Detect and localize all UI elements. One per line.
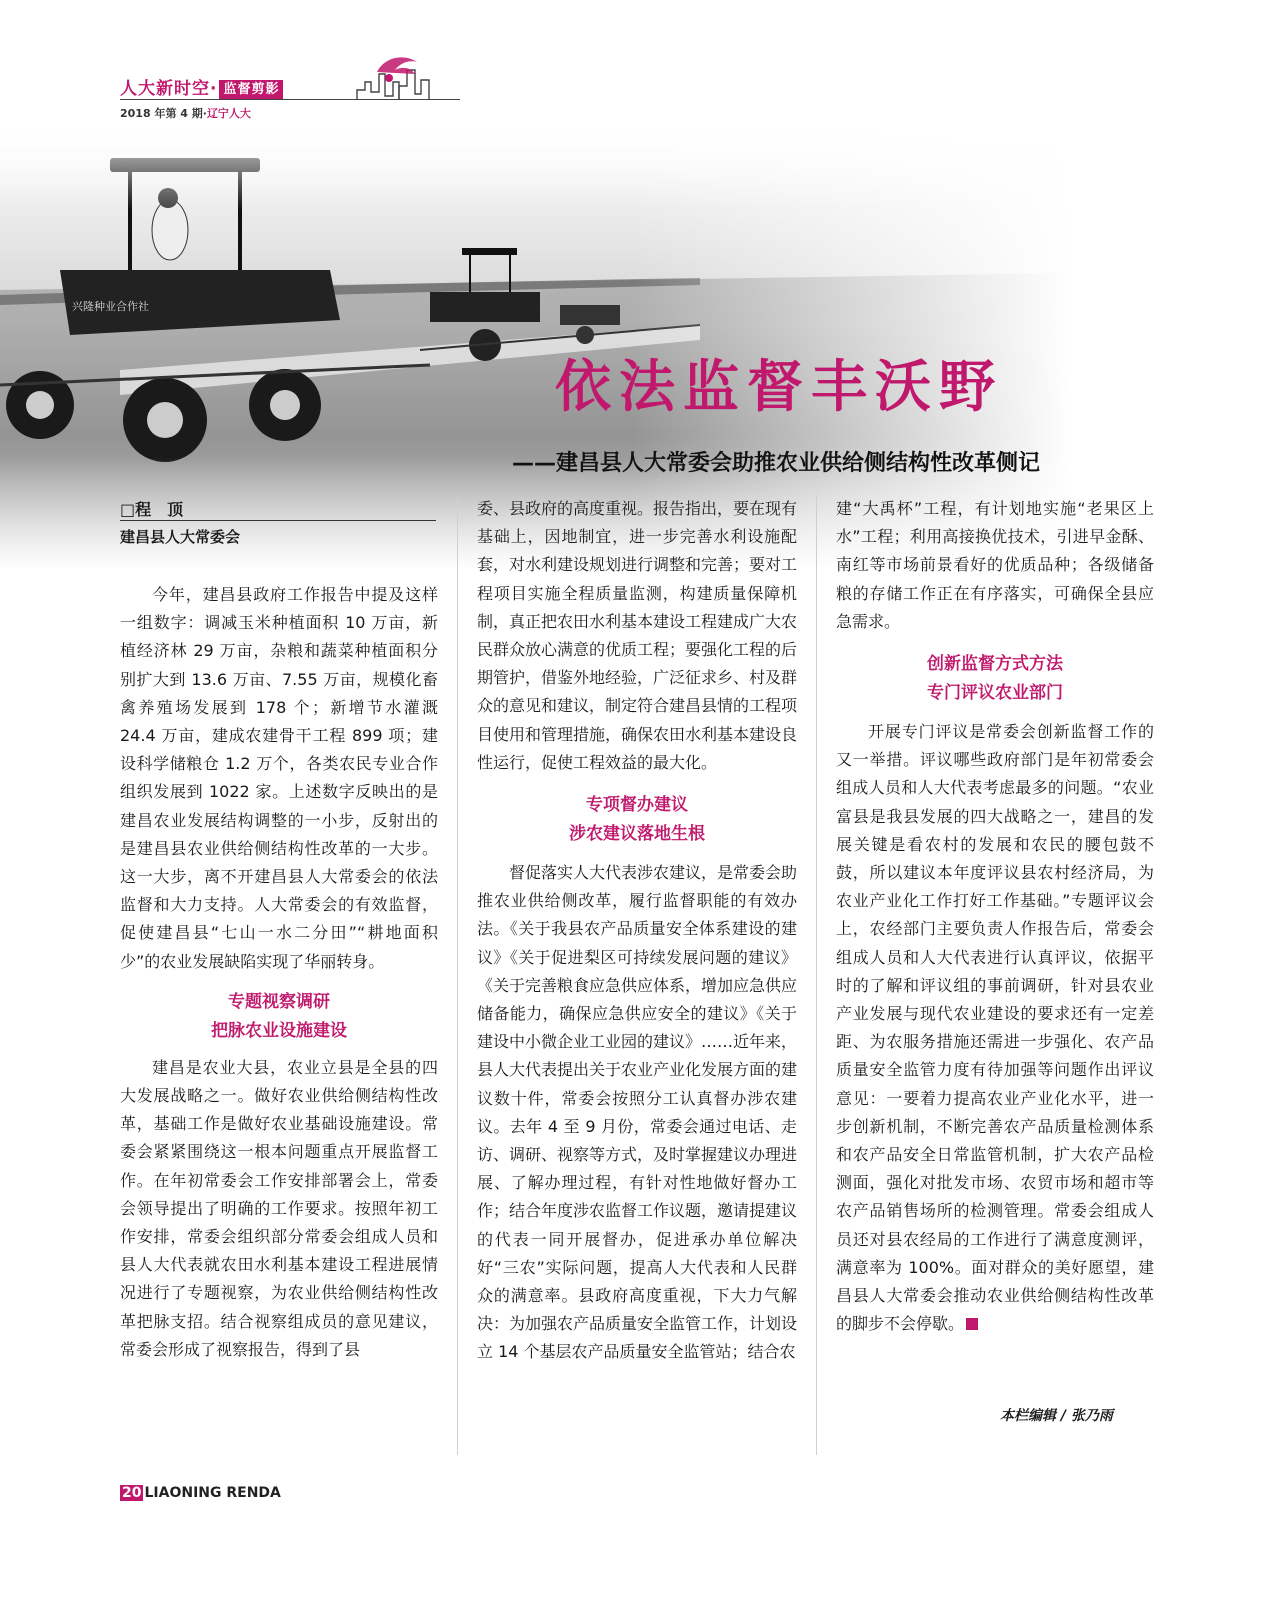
article-title: 依法监督丰沃野 (555, 354, 1003, 420)
issue-line: 2018 年第 4 期·辽宁人大 (120, 107, 251, 120)
byline-rule (120, 520, 436, 521)
paragraph: 开展专门评议是常委会创新监督工作的又一举措。评议哪些政府部门是年初常委会组成人员和人大代表考虑最多的问题。“农业富县是我县发展的四大战略之一，建昌的发展关键是看农村的发展和农民的腰包鼓不鼓，所以建议本年度评议县农村经济局，为农业产业化工作打好工作基础。”专题评议会上，农经部门主要负责人作报告后，常委会组成人员和人大代表进行认真评议，依据平时的了解和评议组的事前调研，针对县农业产业发展与现代农业建设的要求还有一定差距、为农服务措施还需进一步强化、农产品质量安全监管力度有待加强等问题作出评议意见：一要着力提高农业产业化水平，进一步创新机制，不断完善农产品质量检测体系和农产品安全日常监管机制，扩大农产品检测面，强化对批发市场、农贸市场和超市等农产品销售场所的检测管理。常委会组成人员还对县农经局的工作进行了满意度测评，满意率为 100%。面对群众的美好愿望，建昌县人大常委会推动农业供给侧结构性改革的脚步不会停歇。 (836, 722, 1154, 1334)
section-badge: 监督剪影 (219, 80, 283, 99)
author-organization: 建昌县人大常委会 (120, 528, 241, 546)
text-column-1 (120, 581, 438, 1364)
section-heading-3: 创新监督方式方法 专门评议农业部门 (927, 654, 1063, 704)
text-column-2 (477, 495, 797, 1367)
header-rule (120, 99, 460, 100)
column-divider (816, 495, 817, 1455)
section-title: 人大新时空· 监督剪影 (120, 74, 283, 99)
paragraph: 建“大禹杯”工程，有计划地实施“老果区上水”工程；利用高接换优技术，引进早金酥、南红等市场前景看好的优质品种；各级储备粮的存储工作正在有序落实，可确保全县应急需求。 (836, 499, 1154, 631)
page-number: 20 (122, 1485, 142, 1501)
magazine-name: LIAONING RENDA (144, 1485, 281, 1501)
city-skyline-logo-icon (355, 52, 465, 102)
paragraph: 建昌是农业大县，农业立县是全县的四大发展战略之一。做好农业供给侧结构性改革，基础工作是做好农业基础设施建设。常委会紧紧围绕这一根本问题重点开展监督工作。在年初常委会工作安排部署会上，常委会领导提出了明确的工作要求。按照年初工作安排，常委会组织部分常委会组成人员和县人大代表就农田水利基本建设工程进展情况进行了专题视察，为农业供给侧结构性改革把脉支招。结合视察组成员的意见建议，常委会形成了视察报告，得到了县 (120, 1057, 438, 1359)
end-mark-icon (966, 1318, 978, 1330)
text-column-3 (836, 495, 1154, 1338)
paragraph: 督促落实人大代表涉农建议，是常委会助推农业供给侧改革，履行监督职能的有效办法。《关于我县农产品质量安全体系建设的建议》《关于促进梨区可持续发展问题的建议》《关于完善粮食应急供应体系，增加应急供应储备能力，确保应急供应安全的建议》《关于建设中小微企业工业园的建议》……近年来，县人大代表提出关于农业产业化发展方面的建议数十件，常委会按照分工认真督办涉农建议。去年 4 至 9 月份，常委会通过电话、走访、调研、视察等方式，及时掌握建议办理进展、了解办理过程，有针对性地做好督办工作；结合年度涉农监督工作议题，邀请提建议的代表一同开展督办，促进承办单位解决好“三农”实际问题，提高人大代表和人民群众的满意率。县政府高度重视，下大力气解决：为加强农产品质量安全监管工作，计划设立 14 个基层农产品质量安全监管站；结合农 (477, 863, 798, 1362)
section-heading-1: 专题视察调研 把脉农业设施建设 (211, 991, 347, 1041)
author-byline: □程 顶 (120, 500, 184, 519)
masthead (120, 52, 465, 122)
page-footer (120, 1485, 281, 1501)
article-subtitle: ——建昌县人大常委会助推农业供给侧结构性改革侧记 (512, 451, 1041, 476)
paragraph: 委、县政府的高度重视。报告指出，要在现有基础上，因地制宜，进一步完善水利设施配套，对水利建设规划进行调整和完善；要对工程项目实施全程质量监测，构建质量保障机制，真正把农田水利基本建设工程建成广大农民群众放心满意的优质工程；要强化工程的后期管护，借鉴外地经验，广泛征求乡、村及群众的意见和建议，制定符合建昌县情的工程项目使用和管理措施，确保农田水利基本建设良性运行，促使工程效益的最大化。 (477, 499, 798, 772)
paragraph: 今年，建昌县政府工作报告中提及这样一组数字：调减玉米种植面积 10 万亩，新植经济林 29 万亩，杂粮和蔬菜种植面积分别扩大到 13.6 万亩、7.55 万亩，规模化畜禽养殖场发展到 178 个；新增节水灌溉 24.4 万亩，建成农建骨干工程 899 项；建设科学储粮仓 1.2 万个，各类农民专业合作组织发展到 1022 家。上述数字反映出的是建昌农业发展结构调整的一小步，反射出的是建昌县农业供给侧结构性改革的一大步。这一大步，离不开建昌县人大常委会的依法监督和大力支持。人大常委会的有效监督，促使建昌县“七山一水二分田”“耕地面积少”的农业发展缺陷实现了华丽转身。 (120, 585, 438, 971)
editor-credit: 本栏编辑 / 张乃雨 (1000, 1408, 1113, 1424)
column-divider (457, 495, 458, 1455)
section-heading-2: 专项督办建议 涉农建议落地生根 (569, 795, 705, 845)
